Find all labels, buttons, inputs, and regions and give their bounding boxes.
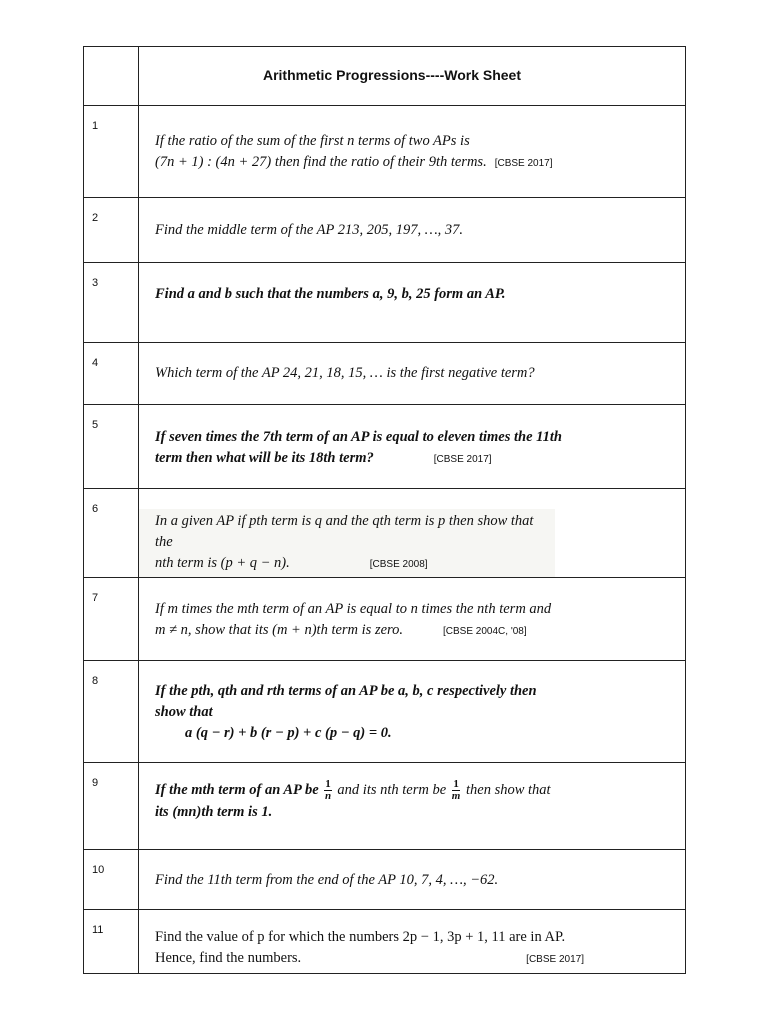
- page-title: Arithmetic Progressions----Work Sheet: [262, 67, 521, 83]
- question-cell: [139, 106, 686, 198]
- question-line: Find the value of p for which the numbers 2p − 1, 3p + 1, 11 are in AP.: [155, 929, 566, 945]
- question-number: 3: [84, 263, 139, 343]
- question-row-6: [84, 489, 686, 578]
- header-row: [84, 47, 686, 106]
- question-cell: [139, 910, 686, 974]
- question-cell: [139, 763, 686, 850]
- question-cell: [139, 198, 686, 263]
- source-tag: [CBSE 2017]: [433, 454, 492, 465]
- question-text: Find the middle term of the AP 213, 205, 197, …, 37.: [155, 222, 463, 238]
- question-number: 9: [84, 763, 139, 850]
- question-line: In a given AP if pth term is q and the qth term is p then show that the: [155, 513, 534, 550]
- question-number: 10: [84, 850, 139, 910]
- source-tag: [CBSE 2004C, '08]: [443, 626, 527, 637]
- source-tag: [CBSE 2008]: [369, 559, 428, 570]
- source-tag: [CBSE 2017]: [494, 158, 553, 169]
- question-text: [139, 106, 685, 174]
- question-cell: [139, 661, 686, 763]
- question-row-5: [84, 405, 686, 489]
- question-row-4: [84, 343, 686, 405]
- question-line: term then what will be its 18th term?: [155, 450, 374, 466]
- question-text: [139, 763, 685, 823]
- question-line: nth term is (p + q − n).: [155, 555, 290, 571]
- question-text: Find a and b such that the numbers a, 9, b, 25 form an AP.: [155, 286, 506, 302]
- header-number-cell: [84, 47, 139, 106]
- question-text: [139, 578, 685, 642]
- question-number: 7: [84, 578, 139, 661]
- question-row-2: [84, 198, 686, 263]
- question-row-9: [84, 763, 686, 850]
- question-number: 5: [84, 405, 139, 489]
- question-cell: [139, 489, 686, 578]
- question-row-11: [84, 910, 686, 974]
- question-row-7: [84, 578, 686, 661]
- question-cell: [139, 405, 686, 489]
- question-line: then show that: [465, 781, 551, 798]
- question-number: 11: [84, 910, 139, 974]
- question-line: If m times the mth term of an AP is equal to n times the nth term and: [155, 601, 552, 617]
- question-number: 6: [84, 489, 139, 578]
- question-text: Which term of the AP 24, 21, 18, 15, … is the first negative term?: [155, 365, 535, 381]
- question-text: [139, 661, 685, 744]
- question-row-10: [84, 850, 686, 910]
- question-line: and its nth term be: [337, 781, 447, 798]
- question-line: (7n + 1) : (4n + 27) then find the ratio of their 9th terms.: [155, 154, 487, 170]
- fraction-1-over-m: $\frac{1}{m}$: [451, 778, 461, 802]
- question-cell: [139, 850, 686, 910]
- question-line: If the mth term of an AP be: [155, 781, 319, 798]
- question-row-3: [84, 263, 686, 343]
- question-cell: [139, 343, 686, 405]
- question-line: m ≠ n, show that its (m + n)th term is zero.: [155, 622, 404, 638]
- question-text: [139, 509, 555, 577]
- question-text: [139, 405, 685, 470]
- question-row-1: [84, 106, 686, 198]
- question-line: If the pth, qth and rth terms of an AP be a, b, c respectively then: [155, 683, 537, 699]
- question-text: [139, 910, 685, 970]
- question-number: 2: [84, 198, 139, 263]
- question-cell: [139, 263, 686, 343]
- question-line: If the ratio of the sum of the first n terms of two APs is: [155, 133, 470, 149]
- equation-line: a (q − r) + b (r − p) + c (p − q) = 0.: [185, 725, 392, 741]
- question-line: its (mn)th term is 1.: [155, 804, 273, 820]
- question-number: 8: [84, 661, 139, 763]
- question-number: 4: [84, 343, 139, 405]
- question-cell: [139, 578, 686, 661]
- question-line: show that: [155, 704, 213, 720]
- question-line: Hence, find the numbers.: [155, 950, 302, 966]
- question-line: If seven times the 7th term of an AP is equal to eleven times the 11th: [155, 429, 562, 445]
- worksheet-table: [83, 46, 686, 974]
- source-tag: [CBSE 2017]: [526, 954, 584, 965]
- question-number: 1: [84, 106, 139, 198]
- question-text: Find the 11th term from the end of the AP 10, 7, 4, …, −62.: [155, 872, 499, 888]
- question-row-8: [84, 661, 686, 763]
- header-title-cell: [139, 47, 686, 106]
- fraction-1-over-n: $\frac{1}{n}$: [324, 778, 332, 802]
